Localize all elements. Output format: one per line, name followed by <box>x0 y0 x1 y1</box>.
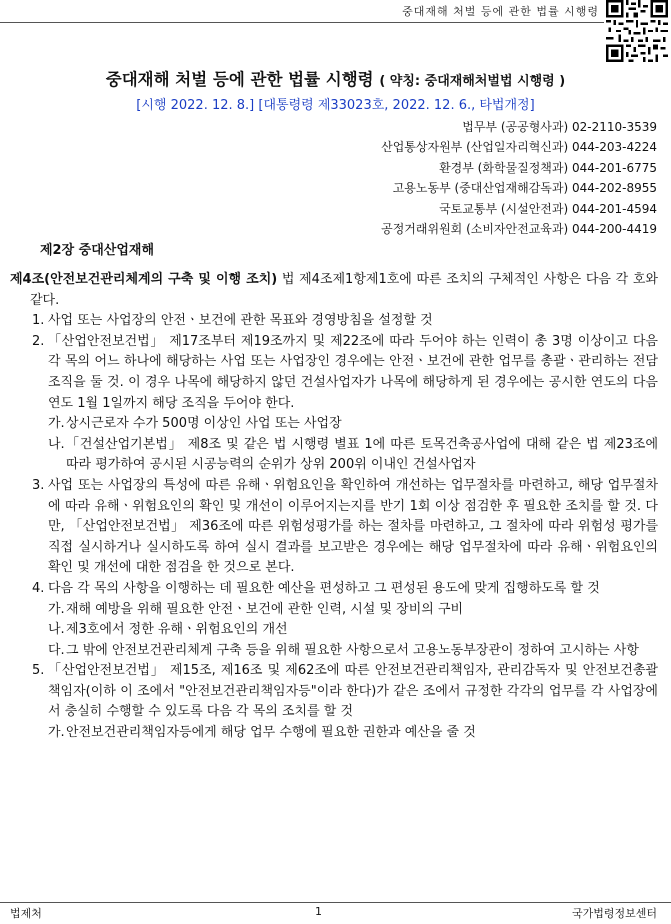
sub-item-label: 나. <box>48 622 65 638</box>
ministry-contact: 환경부 (화학물질정책과) 044-201-6775 <box>439 160 657 175</box>
page-number: 1 <box>315 905 322 918</box>
sub-item <box>10 641 658 662</box>
article-4 <box>10 270 658 744</box>
item-number: 3. <box>32 477 45 493</box>
sub-item-text: 그 밖에 안전보건관리체계 구축 등을 위해 필요한 사항으로서 고용노동부장관이 정하여 고시하는 사항 <box>66 642 639 658</box>
article-title: 제4조(안전보건관리체계의 구축 및 이행 조치) <box>10 272 278 287</box>
ministry-contact: 법무부 (공공형사과) 02-2110-3539 <box>462 120 657 134</box>
sub-item-text: 제3호에서 정한 유해ㆍ위험요인의 개선 <box>66 622 288 638</box>
item-number: 5. <box>32 663 45 679</box>
ministry-contact: 산업통상자원부 (산업일자리혁신과) 044-203-4224 <box>381 140 657 155</box>
sub-item-text: 「건설산업기본법」 제8조 및 같은 법 시행령 별표 1에 따른 토목건축공사업에 대해 같은 법 제23조에 따라 평가하여 공시된 시공능력의 순위가 상위 200위 이내인 건설사업자 <box>66 436 658 473</box>
sub-item-label: 다. <box>48 642 65 658</box>
ministry-contact: 국토교통부 (시설안전과) 044-201-4594 <box>439 201 657 216</box>
list-item <box>10 661 658 723</box>
sub-item-label: 가. <box>48 725 65 741</box>
sub-item <box>10 620 658 641</box>
list-item <box>10 579 658 600</box>
ministry-contacts <box>381 117 657 239</box>
sub-item-label: 가. <box>48 601 65 617</box>
sub-item <box>10 600 658 621</box>
list-item <box>10 311 658 332</box>
item-text: 다음 각 목의 사항을 이행하는 데 필요한 예산을 편성하고 그 편성된 용도에 맞게 집행하도록 할 것 <box>48 580 600 596</box>
sub-item <box>10 723 658 744</box>
running-header: 중대재해 처벌 등에 관한 법률 시행령 <box>402 5 599 18</box>
item-number: 4. <box>32 580 45 596</box>
sub-item-text: 재해 예방을 위해 필요한 안전ㆍ보건에 관한 인력, 시설 및 장비의 구비 <box>66 601 464 617</box>
ministry-contact: 공정거래위원회 (소비자안전교육과) 044-200-4419 <box>381 222 657 237</box>
footer-publisher: 국가법령정보센터 <box>571 907 657 920</box>
list-item <box>10 476 658 579</box>
ministry-contact: 고용노동부 (중대산업재해감독과) 044-202-8955 <box>392 181 657 196</box>
sub-item <box>10 435 658 476</box>
article-heading <box>10 270 658 311</box>
footer-source: 법제처 <box>10 907 42 920</box>
enactment-info: [시행 2022. 12. 8.] [대통령령 제33023호, 2022. 12. 6., 타법개정] <box>136 98 535 113</box>
item-number: 2. <box>32 333 45 349</box>
chapter-heading: 제2장 중대산업재해 <box>40 243 155 258</box>
law-title <box>0 66 671 90</box>
law-title-main: 중대재해 처벌 등에 관한 법률 시행령 <box>105 70 374 89</box>
sub-item-label: 가. <box>48 416 65 432</box>
law-title-abbreviation: ( 약칭: 중대재해처벌법 시행령 ) <box>379 74 566 89</box>
item-text: 「산업안전보건법」 제17조부터 제19조까지 및 제22조에 따라 두어야 하는 인력이 총 3명 이상이고 다음 각 목의 어느 하나에 해당하는 사업 또는 사업장인 경우에는 안전ㆍ보건에 관한 업무를 총괄ㆍ관리하는 전담 조직을 둘 것. 이 경우 나목에 해당하지 않던 건설사업자가 나목에 해당하게 된 경우에는 공시한 연도의 다음 연도 1월 1일까지 해당 조직을 두어야 한다. <box>48 333 658 411</box>
qr-code-icon <box>606 0 668 62</box>
sub-item-label: 나. <box>48 436 65 452</box>
item-number: 1. <box>32 313 45 329</box>
sub-item-text: 안전보건관리책임자등에게 해당 업무 수행에 필요한 권한과 예산을 줄 것 <box>66 725 476 741</box>
sub-item <box>10 414 658 435</box>
item-text: 사업 또는 사업장의 안전ㆍ보건에 관한 목표와 경영방침을 설정할 것 <box>48 313 433 329</box>
item-text: 사업 또는 사업장의 특성에 따른 유해ㆍ위험요인을 확인하여 개선하는 업무절차를 마련하고, 해당 업무절차에 따라 유해ㆍ위험요인의 확인 및 개선이 이루어지는지를 반기 1회 이상 점검한 후 필요한 조치를 할 것. 다만, 「산업안전보건법」 제36조에 따른 위험성평가를 하는 절차를 마련하고, 그 절차에 따라 위험성 평가를 직접 실시하거나 실시하도록 하여 실시 결과를 보고받은 경우에는 해당 업무절차에 따라 유해ㆍ위험요인의 확인 및 개선에 대한 점검을 한 것으로 본다. <box>48 477 658 576</box>
article-intro: 법 제4조제1항제1호에 따른 조치의 구체적인 사항은 다음 각 호와 같다. <box>30 272 658 308</box>
sub-item-text: 상시근로자 수가 500명 이상인 사업 또는 사업장 <box>66 416 342 432</box>
item-text: 「산업안전보건법」 제15조, 제16조 및 제62조에 따른 안전보건관리책임자, 관리감독자 및 안전보건총괄책임자(이하 이 조에서 "안전보건관리책임자등"이라 한다)가 같은 조에서 규정한 각각의 업무를 각 사업장에서 충실히 수행할 수 있도록 다음 각 목의 조치를 할 것 <box>48 663 658 720</box>
footer-divider <box>0 902 671 903</box>
header-divider <box>0 22 604 23</box>
list-item <box>10 332 658 414</box>
